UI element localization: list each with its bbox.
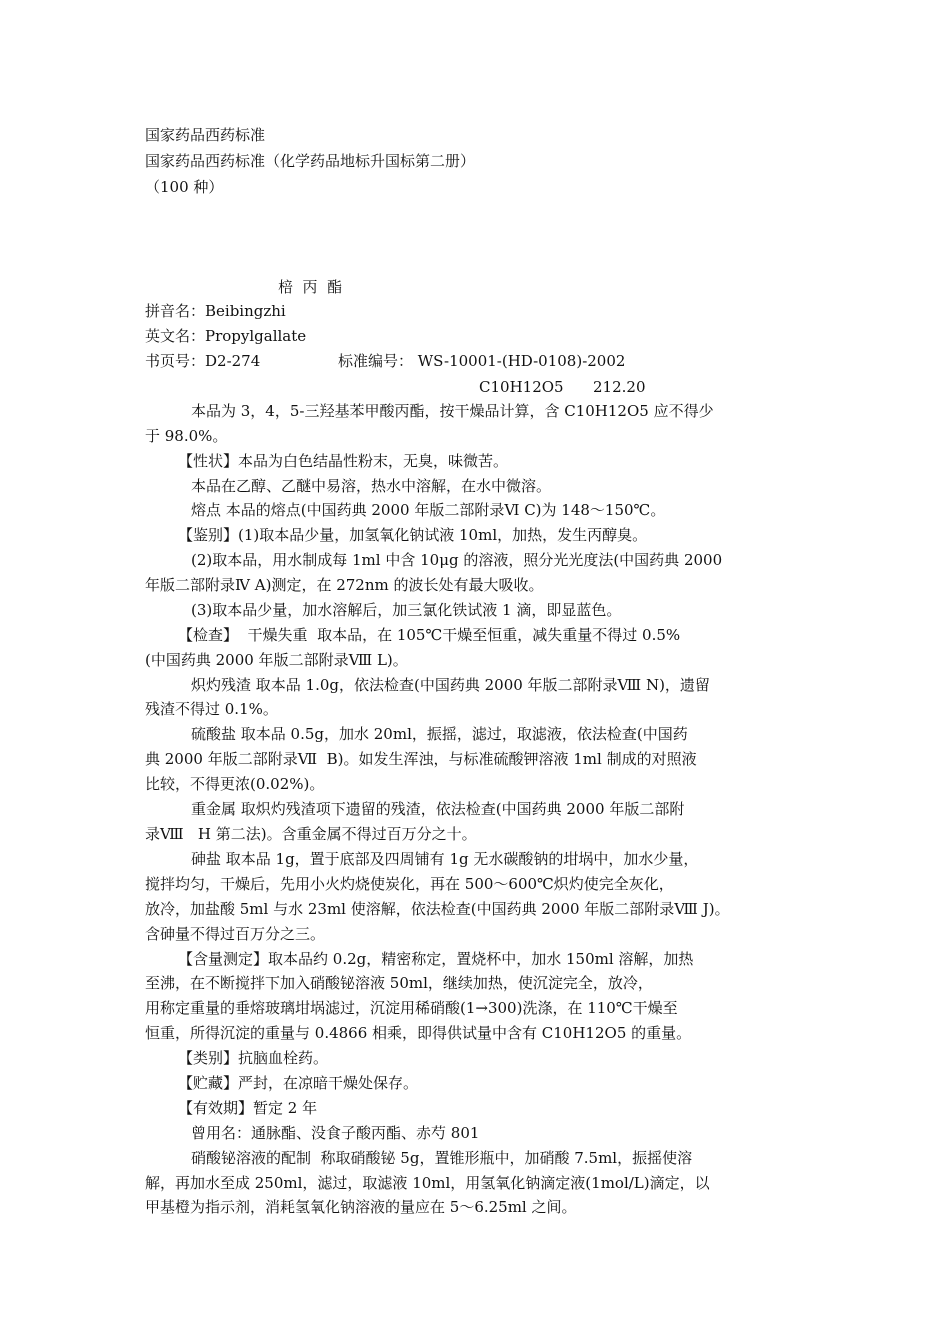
intro-line-2: 于 98.0%。 (145, 427, 228, 445)
solubility-text: 本品在乙醇、乙醚中易溶，热水中溶解，在水中微溶。 (191, 477, 552, 495)
melting-point-text: 熔点 本品的熔点(中国药典 2000 年版二部附录Ⅵ C)为 148～150℃。 (191, 501, 666, 519)
residue-on-ignition-line-1: 炽灼残渣 取本品 1.0g，依法检查(中国药典 2000 年版二部附录Ⅷ N)，遗留 (191, 676, 710, 694)
sulfate-line-1: 硫酸盐 取本品 0.5g，加水 20ml，振摇，滤过，取滤液，依法检查(中国药 (191, 725, 688, 743)
sulfate-line-2: 典 2000 年版二部附录Ⅶ B)。如发生浑浊，与标准硫酸钾溶液 1ml 制成的对照液 (145, 750, 697, 768)
arsenic-line-4: 含砷量不得过百万分之三。 (145, 925, 326, 943)
assay-line-2: 至沸，在不断搅拌下加入硝酸铋溶液 50ml，继续加热，使沉淀完全，放冷， (145, 974, 653, 992)
identification-2-line-1: (2)取本品，用水制成每 1ml 中含 10μg 的溶液，照分光光度法(中国药典 2000 (191, 551, 723, 569)
heavy-metal-line-2: 录Ⅷ H 第二法)。含重金属不得过百万分之十。 (145, 825, 477, 843)
storage-text: 【贮藏】严封，在凉暗干燥处保存。 (178, 1074, 419, 1092)
check-loss-on-drying-line-2: (中国药典 2000 年版二部附录Ⅷ L)。 (145, 651, 408, 669)
category-text: 【类别】抗脑血栓药。 (178, 1049, 329, 1067)
description-section: 【性状】本品为白色结晶性粉末，无臭，味微苦。 (178, 452, 509, 470)
standard-number: 标准编号： WS-10001-(HD-0108)-2002 (338, 352, 626, 370)
check-loss-on-drying-line-1: 【检查】 干燥失重 取本品，在 105℃干燥至恒重，减失重量不得过 0.5% (178, 626, 681, 644)
arsenic-line-1: 砷盐 取本品 1g，置于底部及四周铺有 1g 无水碳酸钠的坩埚中，加水少量， (191, 850, 699, 868)
sulfate-line-3: 比较，不得更浓(0.02%)。 (145, 775, 325, 793)
assay-line-4: 恒重，所得沉淀的重量与 0.4866 相乘，即得供试量中含有 C10H12O5 的重量。 (145, 1024, 692, 1042)
reagent-line-2: 解，再加水至成 250ml，滤过，取滤液 10ml，用氢氧化钠滴定液(1mol/L)滴定，以 (145, 1174, 710, 1192)
pinyin-name: 拼音名：Beibingzhi (145, 302, 286, 320)
identification-2-line-2: 年版二部附录Ⅳ A)测定，在 272nm 的波长处有最大吸收。 (145, 576, 544, 594)
identification-1: 【鉴别】(1)取本品少量，加氢氧化钠试液 10ml，加热，发生丙醇臭。 (178, 526, 648, 544)
molecular-weight: 212.20 (593, 378, 646, 396)
identification-3: (3)取本品少量，加水溶解后，加三氯化铁试液 1 滴，即显蓝色。 (191, 601, 622, 619)
drug-title: 棓 丙 酯 (278, 278, 343, 296)
header-line-2: 国家药品西药标准（化学药品地标升国标第二册） (145, 152, 476, 170)
page-number: 书页号：D2-274 (145, 352, 261, 370)
header-line-1: 国家药品西药标准 (145, 126, 266, 144)
molecular-formula: C10H12O5 (479, 378, 564, 396)
residue-on-ignition-line-2: 残渣不得过 0.1%。 (145, 700, 278, 718)
reagent-line-1: 硝酸铋溶液的配制 称取硝酸铋 5g，置锥形瓶中，加硝酸 7.5ml，振摇使溶 (191, 1149, 693, 1167)
assay-line-3: 用称定重量的垂熔玻璃坩埚滤过，沉淀用稀硝酸(1→300)洗涤，在 110℃干燥至 (145, 999, 678, 1017)
alias-text: 曾用名：通脉酯、没食子酸丙酯、赤芍 801 (191, 1124, 480, 1142)
arsenic-line-2: 搅拌均匀，干燥后，先用小火灼烧使炭化，再在 500～600℃炽灼使完全灰化， (145, 875, 674, 893)
intro-line-1: 本品为 3，4，5-三羟基苯甲酸丙酯，按干燥品计算，含 C10H12O5 应不得少 (191, 402, 714, 420)
heavy-metal-line-1: 重金属 取炽灼残渣项下遗留的残渣，依法检查(中国药典 2000 年版二部附 (191, 800, 685, 818)
header-line-3: （100 种） (145, 178, 224, 196)
assay-line-1: 【含量测定】取本品约 0.2g，精密称定，置烧杯中，加水 150ml 溶解，加热 (178, 950, 694, 968)
arsenic-line-3: 放冷，加盐酸 5ml 与水 23ml 使溶解，依法检查(中国药典 2000 年版二部附录Ⅷ J)。 (145, 900, 730, 918)
validity-text: 【有效期】暂定 2 年 (178, 1099, 318, 1117)
english-name: 英文名：Propylgallate (145, 327, 307, 345)
reagent-line-3: 甲基橙为指示剂，消耗氢氧化钠溶液的量应在 5～6.25ml 之间。 (145, 1198, 577, 1216)
